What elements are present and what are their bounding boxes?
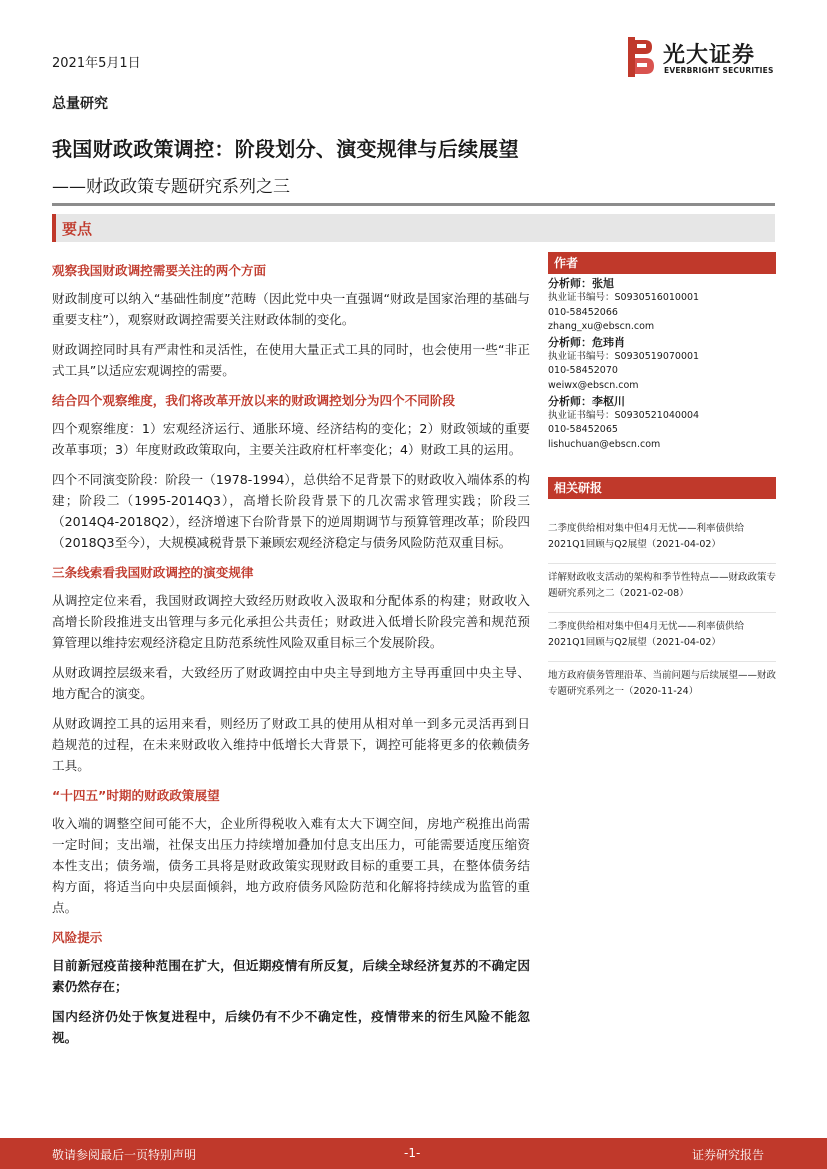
analyst-block bbox=[548, 276, 776, 335]
logo-text-cn: 光大证券 bbox=[663, 43, 756, 68]
page-number: -1- bbox=[404, 1146, 421, 1160]
analyst-email[interactable]: zhang_xu@ebscn.com bbox=[548, 321, 655, 333]
report-divider bbox=[548, 661, 776, 662]
risk-paragraph: 国内经济仍处于恢复进程中，后续仍有不少不确定性，疫情带来的衍生风险不能忽视。 bbox=[52, 1009, 530, 1045]
analyst-name: 分析师：李枢川 bbox=[548, 394, 625, 408]
paragraph: 从调控定位来看，我国财政调控大致经历财政收入汲取和分配体系的构建；财政收入高增长阶段推进支出管理与多元化承担公共责任；财政进入低增长阶段完善和规范预算管理以维持宏观经济稳定且防范系统性风险双重目标三个发展阶段。 bbox=[52, 593, 530, 650]
section-heading: 观察我国财政调控需要关注的两个方面 bbox=[52, 263, 267, 278]
analyst-phone: 010-58452070 bbox=[548, 365, 618, 377]
keypoints-accent-bar bbox=[52, 214, 56, 242]
analyst-name: 分析师：张旭 bbox=[548, 277, 614, 290]
report-category: 总量研究 bbox=[52, 96, 108, 112]
analyst-cert: 执业证书编号：S0930516010001 bbox=[548, 292, 700, 303]
section-heading: 结合四个观察维度，我们将改革开放以来的财政调控划分为四个不同阶段 bbox=[52, 393, 455, 408]
related-report-link[interactable]: 二季度供给相对集中但4月无忧——利率债供给2021Q1回顾与Q2展望（2021-04-02） bbox=[548, 621, 745, 649]
paragraph: 财政制度可以纳入“基础性制度”范畴（因此党中央一直强调“财政是国家治理的基础与重要支柱”），观察财政调控需要关注财政体制的变化。 bbox=[52, 291, 530, 327]
main-column bbox=[52, 260, 530, 1057]
related-report-link[interactable]: 地方政府债务管理沿革、当前问题与后续展望——财政专题研究系列之一（2020-11-24） bbox=[548, 670, 777, 698]
risk-paragraph: 目前新冠疫苗接种范围在扩大，但近期疫情有所反复，后续全球经济复苏的不确定因素仍然存在； bbox=[52, 958, 530, 994]
keypoints-band bbox=[52, 214, 775, 242]
paragraph: 财政调控同时具有严肃性和灵活性，在使用大量正式工具的同时，也会使用一些“非正式工具”以适应宏观调控的需要。 bbox=[52, 342, 530, 378]
analyst-cert: 执业证书编号：S0930521040004 bbox=[548, 409, 700, 421]
report-subtitle: ——财政政策专题研究系列之三 bbox=[52, 177, 290, 197]
analyst-block bbox=[548, 335, 776, 394]
keypoints-label: 要点 bbox=[62, 220, 93, 238]
analyst-cert: 执业证书编号：S0930519070001 bbox=[548, 350, 700, 362]
analyst-phone: 010-58452065 bbox=[548, 424, 618, 436]
paragraph: 收入端的调整空间可能不大，企业所得税收入难有太大下调空间，房地产税推出尚需一定时间；支出端，社保支出压力持续增加叠加付息支出压力，可能需要适度压缩资本性支出；债务端，债务工具将是财政政策实现财政目标的重要工具，在整体债务结构方面，将适当向中央层面倾斜，地方政府债务风险防范和化解将持续成为监管的重点。 bbox=[52, 816, 530, 915]
sidebar bbox=[548, 252, 776, 700]
paragraph: 从财政调控工具的运用来看，则经历了财政工具的使用从相对单一到多元灵活再到日趋规范的过程，在未来财政收入维持中低增长大背景下，调控可能将更多的依赖债务工具。 bbox=[52, 716, 530, 773]
analyst-email[interactable]: lishuchuan@ebscn.com bbox=[548, 438, 661, 450]
footer-bar bbox=[0, 1138, 827, 1169]
logo-text-en: EVERBRIGHT SECURITIES bbox=[664, 66, 774, 75]
report-divider bbox=[548, 612, 776, 613]
section-heading: 三条线索看我国财政调控的演变规律 bbox=[52, 565, 254, 580]
report-divider bbox=[548, 563, 776, 564]
related-reports-header: 相关研报 bbox=[548, 477, 776, 499]
paragraph: 四个观察维度：1）宏观经济运行、通胀环境、经济结构的变化；2）财政领域的重要改革事项；3）年度财政政策取向，主要关注政府杠杆率变化；4）财政工具的运用。 bbox=[52, 421, 530, 457]
analyst-email[interactable]: weiwx@ebscn.com bbox=[548, 379, 639, 391]
paragraph: 从财政调控层级来看，大致经历了财政调控由中央主导到地方主导再重回中央主导、地方配合的演变。 bbox=[52, 665, 530, 701]
paragraph: 四个不同演变阶段：阶段一（1978-1994），总供给不足背景下的财政收入端体系的构建；阶段二（1995-2014Q3），高增长阶段背景下的几次需求管理实践；阶段三（2014Q4-2018Q2），经济增速下台阶背景下的逆周期调节与预算管理改革；阶段四（2018Q3至今），大规模减税背景下兼顾宏观经济稳定与债务风险防范双重目标。 bbox=[52, 472, 530, 550]
footer-disclaimer[interactable]: 敬请参阅最后一页特别声明 bbox=[52, 1148, 197, 1162]
everbright-logo-icon bbox=[626, 37, 656, 77]
title-divider bbox=[52, 203, 775, 206]
section-heading: “十四五”时期的财政政策展望 bbox=[52, 788, 220, 803]
related-report-link[interactable]: 详解财政收支活动的架构和季节性特点——财政政策专题研究系列之二（2021-02-08） bbox=[548, 572, 777, 600]
report-date: 2021年5月1日 bbox=[52, 56, 141, 71]
footer-report-type: 证券研究报告 bbox=[692, 1148, 765, 1162]
section-heading: 风险提示 bbox=[52, 930, 103, 945]
related-report-link[interactable]: 二季度供给相对集中但4月无忧——利率债供给2021Q1回顾与Q2展望（2021-04-02） bbox=[548, 523, 745, 551]
analyst-name: 分析师：危玮肖 bbox=[548, 335, 625, 349]
report-title: 我国财政政策调控：阶段划分、演变规律与后续展望 bbox=[52, 137, 519, 161]
analyst-phone: 010-58452066 bbox=[548, 306, 618, 318]
authors-header: 作者 bbox=[548, 252, 776, 274]
analyst-block bbox=[548, 394, 776, 453]
